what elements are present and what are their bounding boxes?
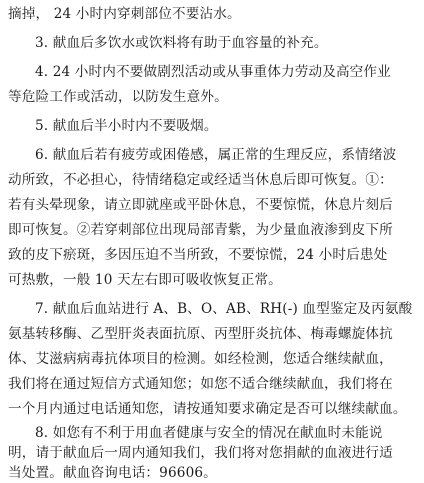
text-line: 氨基转移酶、乙型肝炎表面抗原、丙型肝炎抗体、梅毒螺旋体抗 [8,326,393,342]
text-line: 动所致，不必担心，待情绪稳定或经适当休息后即可恢复。①： [8,172,393,188]
text-line: 摘掉， 24 小时内穿刺部位不要沾水。 [8,6,241,22]
text-line: 3. 献血后多饮水或饮料将有助于血容量的补充。 [35,35,328,51]
text-line: 当处置。献血咨询电话：96606。 [8,465,217,481]
text-line: 8. 如您有不利于用血者健康与安全的情况在献血时未能说 [35,425,383,441]
text-line: 一个月内通过电话通知您，请按通知要求确定是否可以继续献血。 [8,401,407,417]
text-line: 7. 献血后血站进行 A、B、O、AB、RH(-) 血型鉴定及丙氨酸 [35,301,413,317]
text-line: 等危险工作或活动，以防发生意外。 [8,89,228,105]
text-line: 5. 献血后半小时内不要吸烟。 [35,118,218,134]
text-line: 明，请于献血后一周内通知我们，我们将对您捐献的血液进行适 [8,445,393,461]
text-line: 我们将在通过短信方式通知您；如您不适合继续献血，我们将在 [8,376,393,392]
text-line: 若有头晕现象，请立即就座或平卧休息，不要惊慌，休息片刻后 [8,197,393,213]
text-line: 6. 献血后若有疲劳或困倦感，属正常的生理反应，系情绪波 [35,147,397,163]
text-line: 体、艾滋病病毒抗体项目的检测。如经检测，您适合继续献血， [8,351,393,367]
text-line: 4. 24 小时内不要做剧烈活动或从事重体力劳动及高空作业 [35,64,391,80]
text-line: 可热敷，一般 10 天左右即可吸收恢复正常。 [8,272,282,288]
text-line: 致的皮下瘀斑，多因压迫不当所致，不要惊慌，24 小时后患处 [8,247,388,263]
text-line: 即可恢复。②若穿刺部位出现局部青紫，为少量血液渗到皮下所 [8,222,393,238]
